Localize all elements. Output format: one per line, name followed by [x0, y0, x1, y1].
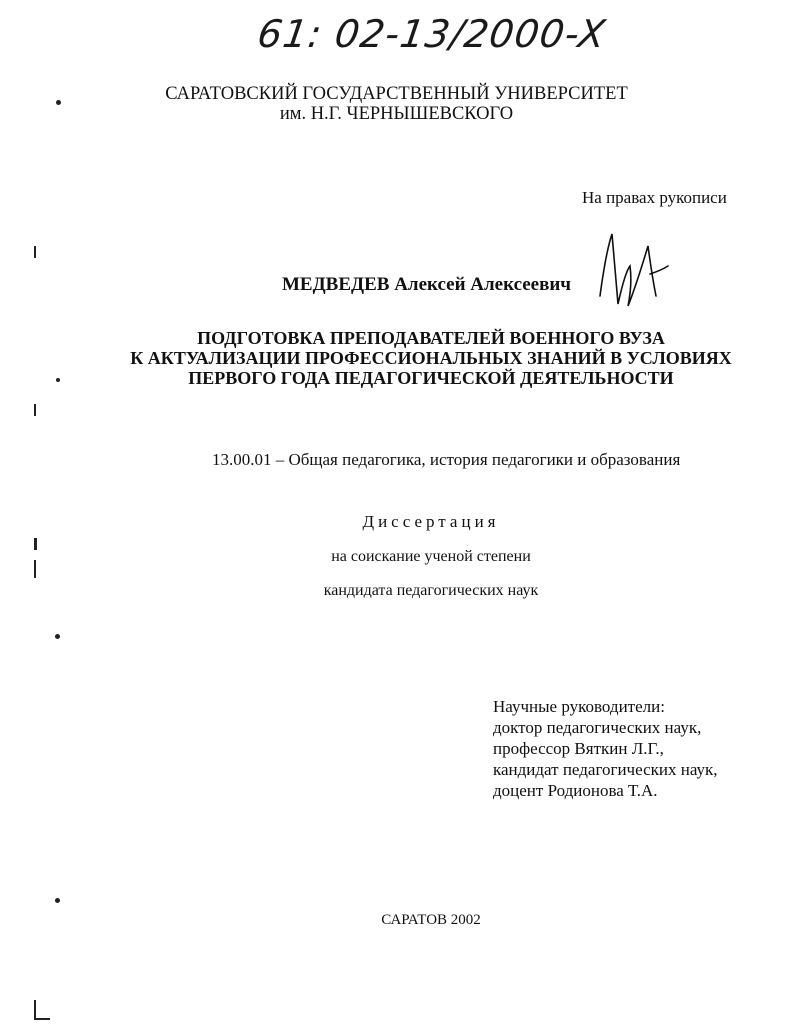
scan-mark	[56, 378, 60, 382]
scan-mark	[34, 1000, 36, 1020]
dissertation-title-line-1: ПОДГОТОВКА ПРЕПОДАВАТЕЛЕЙ ВОЕННОГО ВУЗА	[197, 328, 665, 348]
signature-image	[590, 226, 670, 316]
university-subtitle: им. Н.Г. ЧЕРНЫШЕВСКОГО	[279, 104, 514, 124]
dissertation-title-line-2: К АКТУАЛИЗАЦИИ ПРОФЕССИОНАЛЬНЫХ ЗНАНИЙ В УСЛОВИЯХ	[130, 348, 732, 368]
scan-mark	[34, 538, 37, 550]
scan-mark	[55, 634, 60, 639]
scan-mark	[34, 246, 36, 258]
specialty-code: 13.00.01 – Общая педагогика, история педагогики и образования	[212, 450, 681, 469]
manuscript-rights-note: На правах рукописи	[582, 188, 727, 207]
scan-mark	[34, 560, 36, 578]
dissertation-title-line-3: ПЕРВОГО ГОДА ПЕДАГОГИЧЕСКОЙ ДЕЯТЕЛЬНОСТИ	[188, 368, 674, 388]
author-name: МЕДВЕДЕВ Алексей Алексеевич	[282, 274, 572, 295]
degree-line-2: кандидата педагогических наук	[323, 582, 539, 599]
scan-mark	[34, 404, 36, 416]
document-type: Диссертация	[362, 512, 500, 531]
degree-line-1: на соискание ученой степени	[331, 548, 531, 565]
archive-code-handwritten: 61: 02-13/2000-X	[254, 12, 609, 56]
supervisors-heading: Научные руководители:	[493, 697, 665, 716]
city-year: САРАТОВ 2002	[381, 912, 481, 928]
scan-mark	[56, 100, 61, 105]
supervisors-block	[493, 696, 718, 801]
supervisor-line: доктор педагогических наук,	[493, 718, 702, 737]
supervisor-line: доцент Родионова Т.А.	[493, 781, 658, 800]
supervisor-line: кандидат педагогических наук,	[493, 760, 718, 779]
university-name: САРАТОВСКИЙ ГОСУДАРСТВЕННЫЙ УНИВЕРСИТЕТ	[165, 84, 628, 104]
scan-mark	[34, 1018, 50, 1020]
scan-mark	[55, 898, 60, 903]
supervisor-line: профессор Вяткин Л.Г.,	[493, 739, 664, 758]
